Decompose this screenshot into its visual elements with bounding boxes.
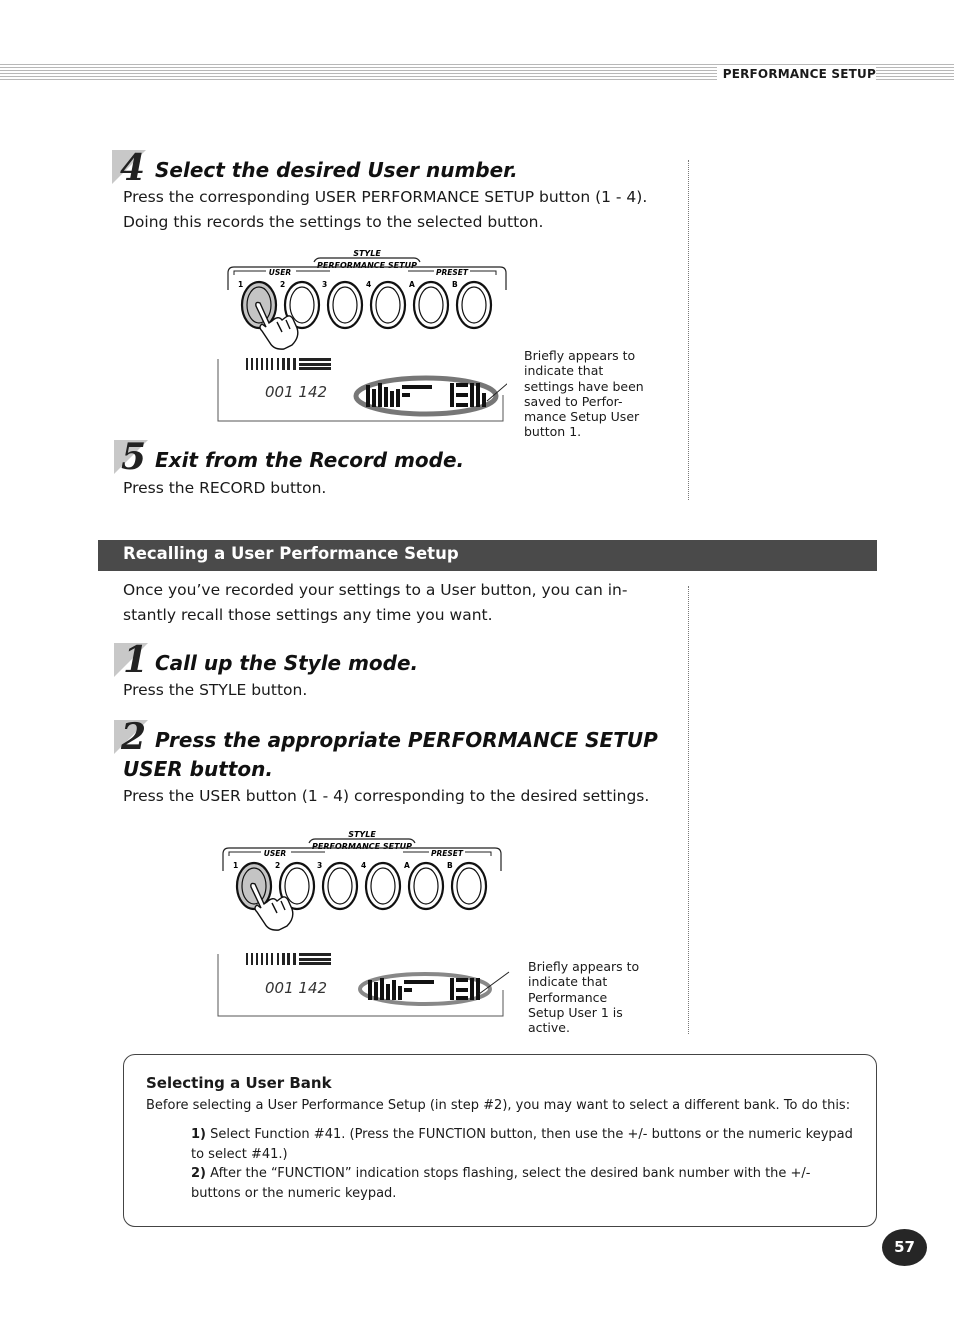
step-text: Press the RECORD button.	[123, 479, 327, 497]
step-heading: Select the desired User number.	[155, 158, 518, 182]
button-label: 3	[317, 861, 323, 870]
step-heading: USER button.	[123, 757, 273, 781]
caption-line: mance Setup User	[524, 409, 640, 425]
step-number: 2	[121, 716, 147, 758]
column-divider	[688, 160, 689, 500]
button-label: B	[452, 280, 458, 289]
item-number: 2)	[191, 1166, 206, 1181]
column-divider	[688, 586, 689, 1034]
lcd-readout: 001 142	[265, 383, 328, 401]
performance-setup-panel-illustration	[222, 245, 512, 360]
caption-line: Briefly appears to	[528, 959, 640, 974]
style-label: STYLE	[348, 830, 376, 839]
step-text: Press the USER button (1 - 4) corresponding to the desired settings.	[123, 787, 650, 805]
button-label: A	[409, 280, 415, 289]
caption-line: active.	[528, 1020, 570, 1036]
step-heading: Call up the Style mode.	[155, 651, 419, 675]
step-text-line: Press the corresponding USER PERFORMANCE SETUP button (1 - 4).	[123, 188, 648, 206]
caption-line: saved to Perfor-	[524, 393, 623, 409]
step-number: 4	[120, 147, 146, 189]
button-label: A	[404, 861, 410, 870]
caption-line: Performance	[528, 989, 608, 1005]
button-label: 2	[275, 861, 281, 870]
step-text: Press the STYLE button.	[123, 681, 308, 699]
intro-line: Once you’ve recorded your settings to a User button, you can in-	[123, 581, 628, 599]
user-label: USER	[263, 849, 287, 858]
button-label: 4	[366, 280, 372, 289]
button-label: 4	[361, 861, 367, 870]
item-number: 1)	[191, 1127, 206, 1142]
note-title: Selecting a User Bank	[146, 1074, 332, 1092]
group-label: PERFORMANCE SETUP	[312, 842, 412, 851]
lcd-display	[217, 355, 507, 423]
button-label: 3	[322, 280, 328, 289]
button-label: 1	[238, 280, 244, 289]
intro-line: stantly recall those settings any time you want.	[123, 606, 493, 624]
preset-label: PRESET	[430, 849, 464, 858]
item-text: Select Function #41. (Press the FUNCTION button, then use the +/- buttons or the numeric keypad	[210, 1127, 853, 1142]
button-label: 1	[233, 861, 239, 870]
item-text: buttons or the numeric keypad.	[191, 1185, 397, 1201]
caption-line: button 1.	[524, 424, 582, 440]
step-heading: Exit from the Record mode.	[155, 448, 465, 472]
button-label: 2	[280, 280, 286, 289]
step-number: 5	[121, 436, 147, 478]
step-number: 1	[123, 639, 149, 681]
caption-line: Setup User 1 is	[528, 1004, 623, 1020]
note-item-2	[191, 1164, 861, 1203]
lcd-readout: 001 142	[265, 979, 328, 997]
running-header: PERFORMANCE SETUP	[717, 67, 876, 81]
style-label: STYLE	[353, 249, 381, 258]
section-header	[98, 540, 877, 571]
section-title: Recalling a User Performance Setup	[123, 544, 459, 563]
step-text-line: Doing this records the settings to the selected button.	[123, 213, 544, 231]
caption-line: Briefly appears to	[524, 348, 636, 363]
group-label: PERFORMANCE SETUP	[317, 261, 417, 270]
note-item-1	[191, 1125, 861, 1164]
caption-line: indicate that	[524, 363, 604, 379]
performance-setup-panel-illustration	[217, 826, 507, 941]
caption-line: settings have been	[524, 378, 644, 394]
item-text: to select #41.)	[191, 1146, 288, 1162]
preset-label: PRESET	[435, 268, 469, 277]
lcd-display	[217, 950, 512, 1018]
page-number: 57	[882, 1229, 927, 1266]
button-label: B	[447, 861, 453, 870]
item-text: After the “FUNCTION” indication stops flashing, select the desired bank number with the +/-	[210, 1166, 811, 1181]
caption-line: indicate that	[528, 974, 608, 990]
step-heading: Press the appropriate PERFORMANCE SETUP	[155, 728, 658, 752]
user-label: USER	[268, 268, 292, 277]
note-intro: Before selecting a User Performance Setup (in step #2), you may want to select a different bank. To do this:	[146, 1098, 851, 1113]
